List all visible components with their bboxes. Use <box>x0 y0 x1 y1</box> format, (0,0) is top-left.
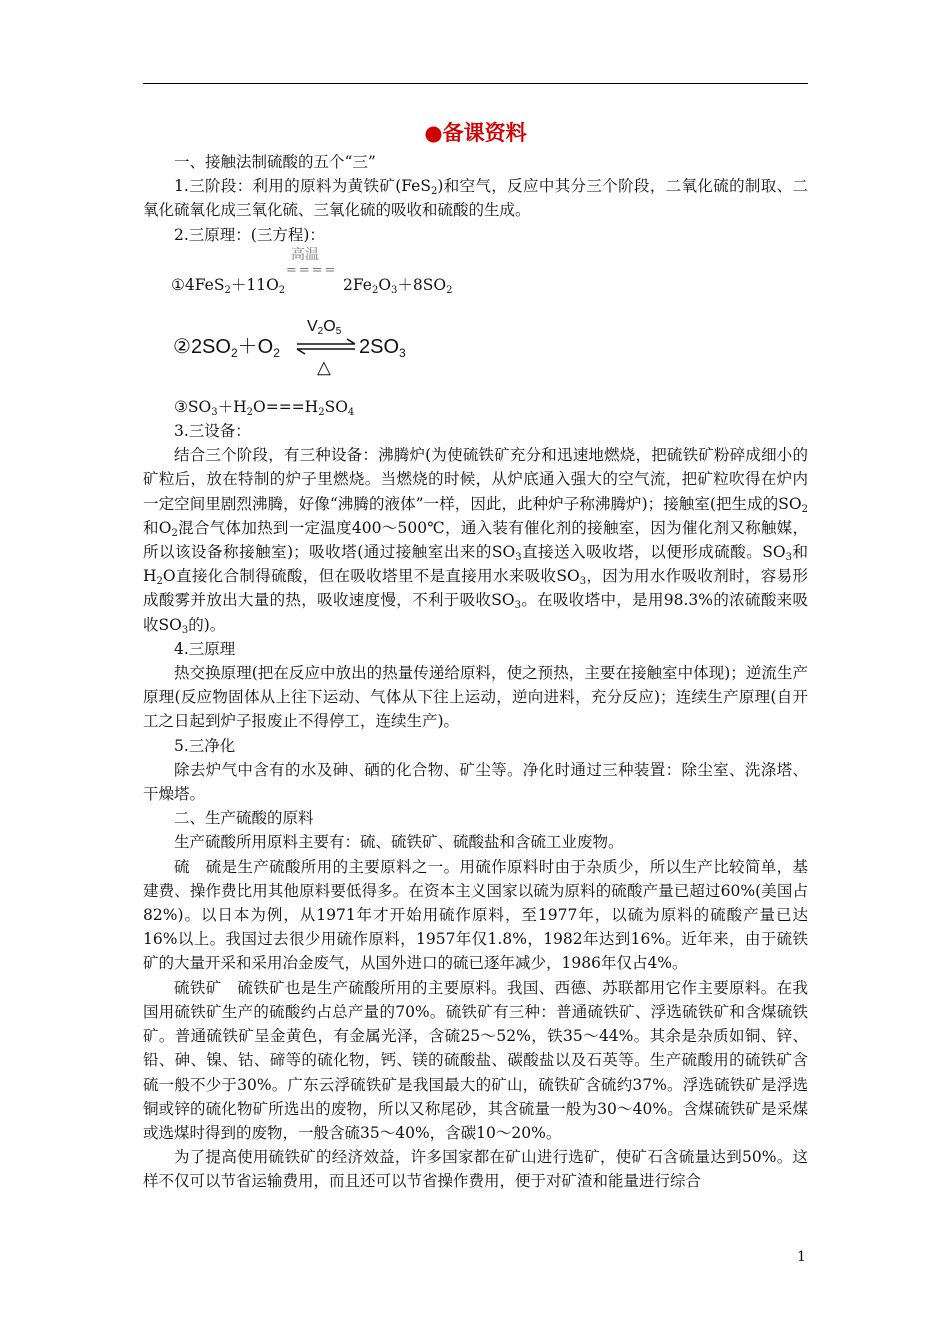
reversible-arrow-icon <box>297 339 355 354</box>
paragraph-sulfur: 硫 硫是生产硫酸所用的主要原料之一。用硫作原料时由于杂质少，所以生产比较简单，基建费、操作费比用其他原料要低得多。在资本主义国家以硫为原料的硫酸产量已超过60%(美国占82%)。以日本为例，从1971年才开始用硫作原料，至1977年，以硫为原料的硫酸产量已达16%以上。我国过去很少用硫作原料，1957年仅1.8%，1982年达到16%。近年来，由于硫铁矿的大量开采和采用冶金废气，从国外进口的硫已逐年减少，1986年仅占4%。 <box>143 857 808 973</box>
equation-1 <box>143 247 808 301</box>
equation-1-products: $2Fe_2O_3+8SO_2$ <box>343 275 453 296</box>
svg-text:V2O5: V2O5 <box>307 317 342 337</box>
section-2-heading: 二、生产硫酸的原料 <box>174 809 314 828</box>
page-title <box>143 118 808 148</box>
reaction-condition: 高温 <box>291 246 319 263</box>
paragraph-equipment-detail: 结合三个阶段，有三种设备：沸腾炉(为使硫铁矿充分和迅速地燃烧，把硫铁矿粉碎成细小的矿粒后，放在特制的炉子里燃烧。当燃烧的时候，从炉底通入强大的空气流，把矿粒吹得在炉内一定空间里剧烈沸腾，好像“沸腾的液体”一样，因此，此种炉子称沸腾炉)；接触室(把生成的$SO_2$和$O_2$混合气体加热到一定温度400～500℃，通入装有催化剂的接触室，因为催化剂又称触媒，所以该设备称接触室)；吸收塔(通过接触室出来的$SO_3$直接送入吸收塔，以便形成硫酸。$SO_3$和$H_2O$直接化合制得硫酸，但在吸收塔里不是直接用水来吸收$SO_3$，因为用水作吸收剂时，容易形成酸雾并放出大量的热，吸收速度慢，不利于吸收$SO_3$。在吸收塔中，是用98.3%的浓硫酸来吸收$SO_3$的)。 <box>143 446 808 636</box>
paragraph-three-principles: 2.三原理：(三方程)： <box>174 225 325 244</box>
paragraph-three-stages: 1.三阶段：利用的原料为黄铁矿(FeS$_2$)和空气，反应中其分三个阶段，二氧化硫的制取、二氧化硫氧化成三氧化硫、三氧化硫的吸收和硫酸的生成。 <box>143 177 808 220</box>
equation-1-reactants: $①4FeS_2+11O_2$ <box>171 275 286 296</box>
heat-symbol: △ <box>317 356 331 377</box>
page-number: 1 <box>797 1249 806 1265</box>
equals-sign: ==== <box>286 262 338 278</box>
paragraph-economics: 为了提高使用硫铁矿的经济效益，许多国家都在矿山进行选矿，使矿石含硫量达到50%。这样不仅可以节省运输费用，而且还可以节省操作费用，便于对矿渣和能量进行综合 <box>143 1148 808 1191</box>
svg-text:2SO3: $2SO_3$ <box>359 335 406 360</box>
svg-text:②2SO2＋O2: $②2SO_2+O_2$ <box>173 335 280 360</box>
paragraph-principles-heading: 4.三原理 <box>174 639 236 658</box>
bullet-dot-icon: ● <box>424 121 443 145</box>
equation-2 <box>143 309 808 381</box>
paragraph-pyrite: 硫铁矿 硫铁矿也是生产硫酸所用的主要原料。我国、西德、苏联都用它作主要原料。在我国用硫铁矿生产的硫酸约占总产量的70%。硫铁矿有三种：普通硫铁矿、浮选硫铁矿和含煤硫铁矿。普通硫铁矿呈金黄色，有金属光泽，含硫25～52%，铁35～44%。其余是杂质如铜、锌、铅、砷、镍、钴、碲等的硫化物，钙、镁的硫酸盐、碳酸盐以及石英等。生产硫酸用的硫铁矿含硫一般不少于30%。广东云浮硫铁矿是我国最大的矿山，硫铁矿含硫约37%。浮选硫铁矿是浮选铜或锌的硫化物矿所选出的废物，所以又称尾砂，其含硫量一般为30～40%。含煤硫铁矿是采煤或选煤时得到的废物，一般含硫35～40%，含碳10～20%。 <box>143 978 808 1142</box>
paragraph-purification-heading: 5.三净化 <box>174 736 236 755</box>
paragraph-principles-detail: 热交换原理(把在反应中放出的热量传递给原料，使之预热，主要在接触室中体现)；逆流生产原理(反应物固体从上往下运动、气体从下往上运动，逆向进料，充分反应)；连续生产原理(自开工之日起到炉子报废止不得停工，连续生产)。 <box>143 664 808 731</box>
paragraph-three-equipment-heading: 3.三设备： <box>174 422 251 441</box>
header-rule <box>143 83 808 84</box>
paragraph-purification-detail: 除去炉气中含有的水及砷、硒的化合物、矿尘等。净化时通过三种装置：除尘室、洗涤塔、干燥塔。 <box>143 760 808 804</box>
section-1-heading: 一、接触法制硫酸的五个“三” <box>174 153 376 171</box>
document-body <box>143 118 808 1194</box>
equation-3: $③SO_3+H_2O===H_2SO_4$ <box>174 397 355 418</box>
paragraph-raw-materials: 生产硫酸所用原料主要有：硫、硫铁矿、硫酸盐和含硫工业废物。 <box>174 833 624 852</box>
equation-2-image <box>173 309 433 381</box>
title-text: 备课资料 <box>442 121 527 145</box>
